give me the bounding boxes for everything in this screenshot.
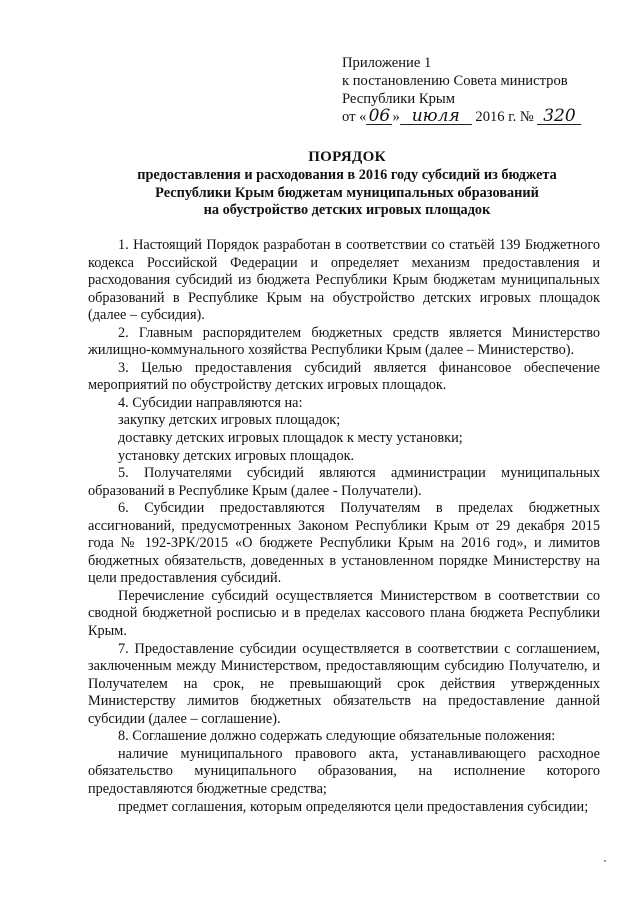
list-item-delivery: доставку детских игровых площадок к месту установки; (118, 430, 463, 447)
date-mid: » (392, 109, 400, 125)
paragraph-7: 7. Предоставление субсидии осуществляется в соответствии с соглашением, заключенным между Министерством, предоставляющим субсидию Получателю, и Получателем на срок, не превышающий срок действия утвержденных Министерству лимитов бюджетных обязательств на предоставление данной субсидии (далее – соглашение). (88, 640, 600, 727)
paragraph-3: 3. Целью предоставления субсидий является финансовое обеспечение мероприятий по обустройству детских игровых площадок. (88, 359, 600, 394)
document-subtitle-line-2: Республики Крым бюджетам муниципальных образований (155, 184, 539, 201)
list-item-installation: установку детских игровых площадок. (118, 447, 355, 464)
paragraph-6-transfer: Перечисление субсидий осуществляется Министерством в соответствии со сводной бюджетной росписью и в пределах кассового плана бюджета Республики Крым. (88, 587, 600, 640)
paragraph-4: 4. Субсидии направляются на: (118, 394, 303, 411)
paragraph-2: 2. Главным распорядителем бюджетных средств является Министерство жилищно-коммунального хозяйства Республики Крым (далее – Министерство). (88, 324, 600, 359)
document-title: ПОРЯДОК (308, 149, 386, 165)
document-subtitle-line-3: на обустройство детских игровых площадок (203, 202, 491, 218)
document-heading (92, 147, 602, 220)
handwritten-month: июля (400, 109, 472, 125)
annex-date-line (342, 108, 632, 126)
scan-speck (604, 860, 606, 862)
paragraph-5: 5. Получателями субсидий являются администрации муниципальных образований в Республике Крым (далее - Получатели). (88, 465, 600, 499)
date-year: 2016 г. № (475, 109, 534, 125)
handwritten-day: 06 (366, 109, 392, 125)
annex-line-1: Приложение 1 (342, 55, 432, 71)
handwritten-number: 320 (537, 109, 581, 125)
paragraph-8-item-2: предмет соглашения, которым определяются цели предоставления субсидии; (118, 798, 589, 815)
annex-line-3: Республики Крым (342, 91, 455, 107)
paragraph-1: 1. Настоящий Порядок разработан в соответствии со статьёй 139 Бюджетного кодекса Российской Федерации и определяет механизм предоставления и расходования субсидий из бюджета Республики Крым бюджетам муниципальных образований в Республике Крым на обустройство детских игровых площадок (далее – субсидия). (88, 237, 600, 324)
paragraph-8: 8. Соглашение должно содержать следующие обязательные положения: (118, 728, 556, 745)
list-item-purchase: закупку детских игровых площадок; (118, 412, 341, 429)
document-subtitle-line-1: предоставления и расходования в 2016 году субсидий из бюджета (137, 167, 557, 183)
date-prefix: от « (342, 109, 367, 125)
document-body (88, 237, 600, 816)
annex-block (342, 54, 632, 126)
paragraph-6: 6. Субсидии предоставляются Получателям в пределах бюджетных ассигнований, предусмотренных Законом Республики Крым от 29 декабря 2015 года № 192-ЗРК/2015 «О бюджете Республики Крым на 2016 год», и лимитов бюджетных обязательств, доведенных в установленном порядке Министерству на цели предоставления субсидий. (88, 500, 600, 587)
annex-line-2: к постановлению Совета министров (342, 73, 568, 89)
paragraph-8-item-1: наличие муниципального правового акта, устанавливающего расходное обязательство муниципального образования, на исполнение которого предоставляются бюджетные средства; (88, 745, 600, 797)
